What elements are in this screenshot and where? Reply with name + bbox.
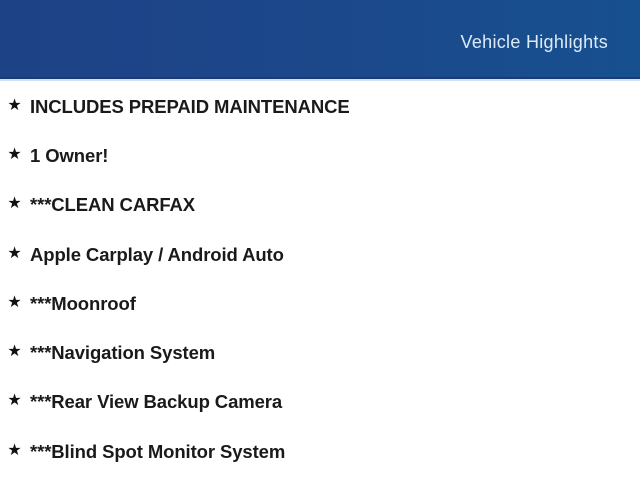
list-item xyxy=(0,279,640,328)
list-item-label: ***Blind Spot Monitor System xyxy=(30,440,286,462)
list-item xyxy=(0,82,640,131)
star-icon: ★ xyxy=(7,293,22,311)
list-item-label: ***Moonroof xyxy=(30,292,136,314)
list-item xyxy=(0,328,640,377)
list-item xyxy=(0,181,640,230)
star-icon: ★ xyxy=(7,392,22,410)
list-item-label: ***Rear View Backup Camera xyxy=(30,391,283,413)
list-item-label: INCLUDES PREPAID MAINTENANCE xyxy=(30,95,350,117)
star-icon: ★ xyxy=(7,96,22,114)
star-icon: ★ xyxy=(7,343,22,361)
highlights-list xyxy=(0,81,640,480)
star-icon: ★ xyxy=(7,244,22,262)
list-item xyxy=(0,427,640,476)
star-icon: ★ xyxy=(7,441,22,459)
header-bar xyxy=(0,0,640,79)
list-item xyxy=(0,131,640,180)
list-item-label: ***CLEAN CARFAX xyxy=(30,194,196,216)
page-title: Vehicle Highlights xyxy=(460,31,608,52)
list-item xyxy=(0,230,640,279)
list-item xyxy=(0,378,640,427)
list-item-label: ***Navigation System xyxy=(30,342,216,364)
star-icon: ★ xyxy=(7,195,22,213)
star-icon: ★ xyxy=(7,145,22,163)
list-item-label: Apple Carplay / Android Auto xyxy=(30,243,284,265)
list-item-label: 1 Owner! xyxy=(30,144,109,166)
